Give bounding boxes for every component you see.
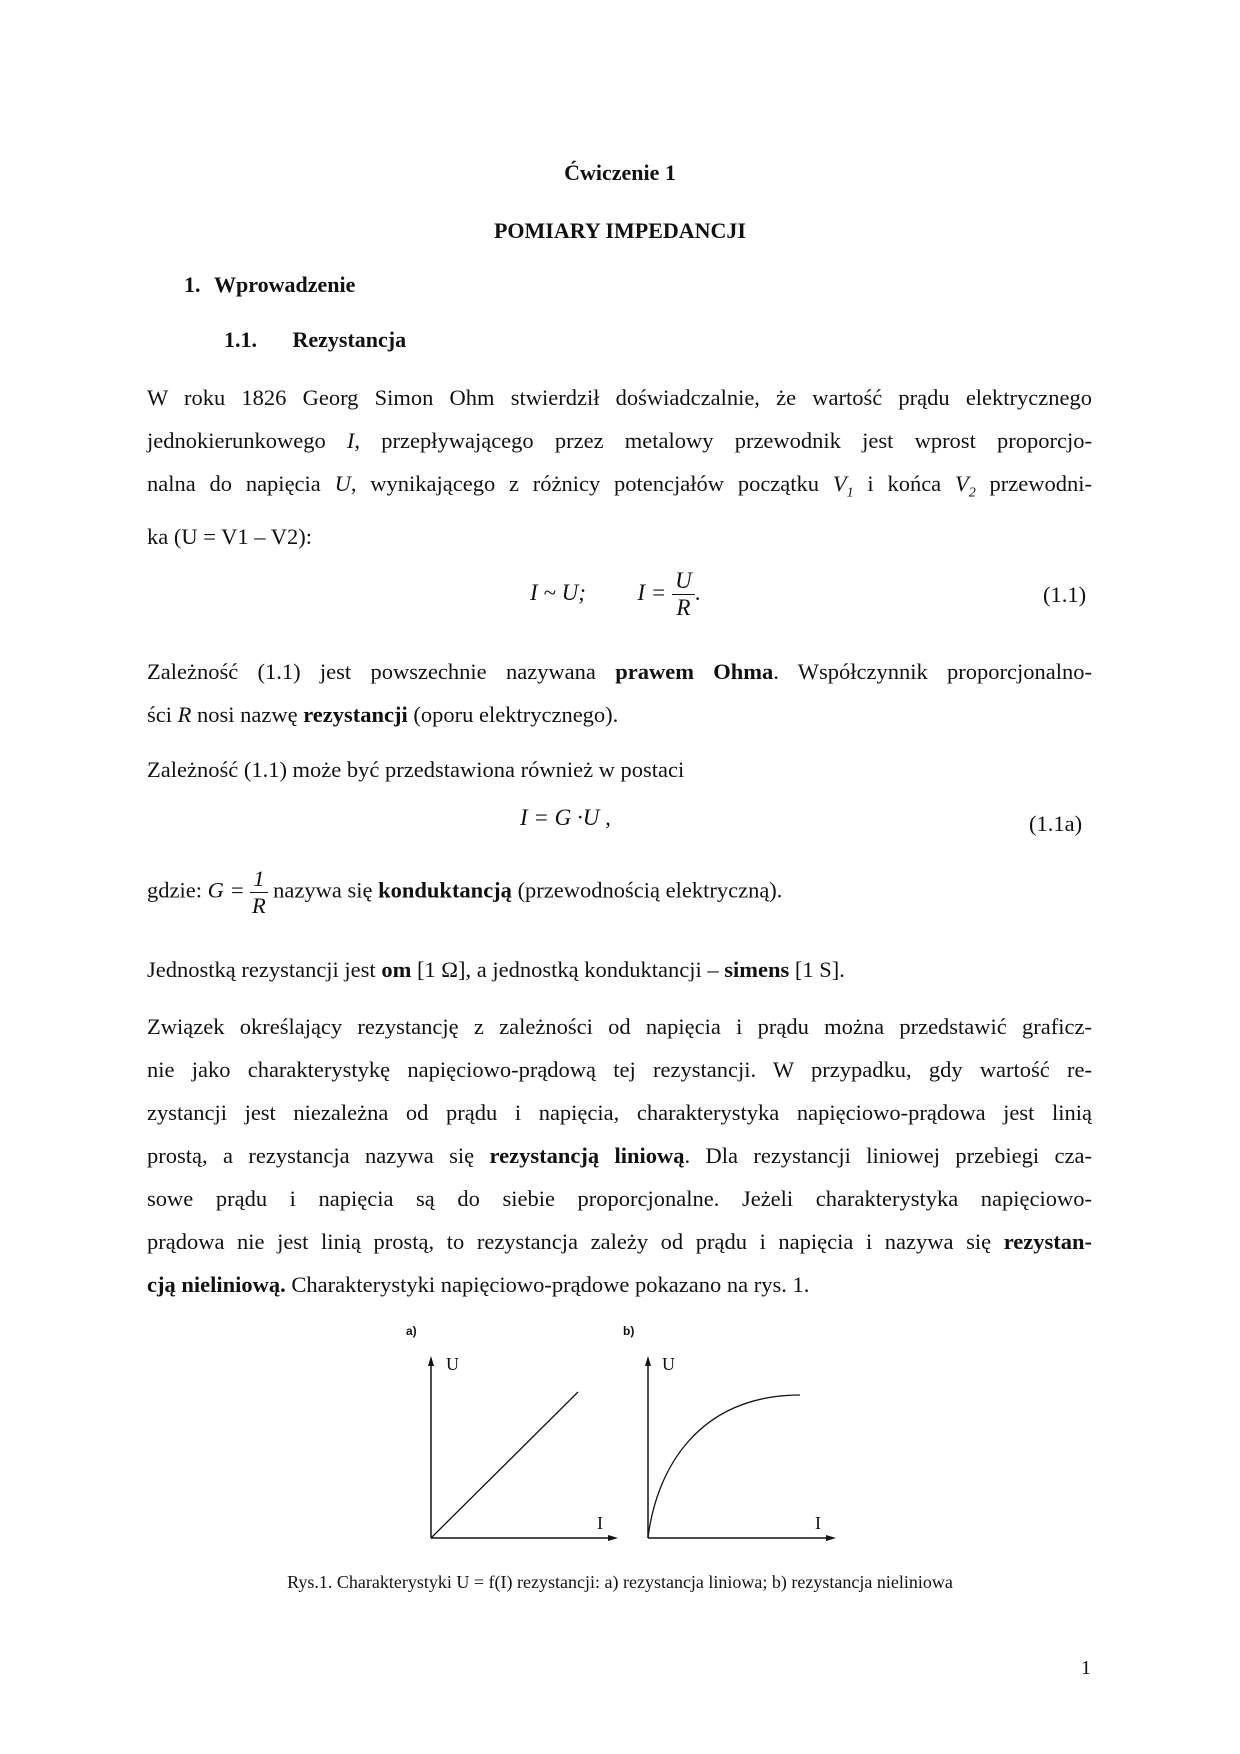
figure-b-plot: [608, 1350, 848, 1550]
section-number: 1.: [184, 272, 201, 297]
figure-b-svg: [608, 1350, 848, 1550]
paragraph-units: Jednostką rezystancji jest om [1 Ω], a jednostką konduktancji – simens [1 S].: [147, 957, 845, 982]
y-axis-arrow: [428, 1356, 434, 1366]
figure-b-label: b): [623, 1324, 635, 1338]
text-line: Zależność (1.1) jest powszechnie nazywana prawem Ohma. Współczynnik proporcjonalno-: [147, 659, 1093, 684]
text-line: jednokierunkowego I, przepływającego przez metalowy przewodnik jest wprost proporcjo-: [147, 428, 1092, 453]
equation-ohm-lhs: I =: [637, 579, 667, 605]
text-line: prostą, a rezystancja nazywa się rezystancją liniową. Dla rezystancji liniowej przebiegi cza-: [147, 1143, 1092, 1168]
paragraph-alt-form: Zależność (1.1) może być przedstawiona również w postaci: [147, 757, 685, 782]
figure-a-plot: [390, 1350, 630, 1550]
paragraph-conductance: gdzie: G = $\frac{1}{R}$ nazywa się konduktancją (przewodnością elektryczną).: [147, 866, 783, 918]
x-axis-arrow: [826, 1535, 836, 1541]
equation-proportional: I ~ U;: [530, 579, 586, 605]
figure-a-x-label: I: [597, 1513, 603, 1533]
topic-title: POMIARY IMPEDANCJI: [493, 218, 746, 243]
text-line: Związek określający rezystancję z zależności od napięcia i prądu można przedstawić graficz-: [147, 1014, 1092, 1039]
paragraph-ohm-law: [147, 650, 1092, 736]
equation-number: (1.1a): [1029, 811, 1083, 836]
section-heading-1-1: [224, 327, 406, 353]
section-heading-1: [184, 272, 355, 298]
text-line: nie jako charakterystykę napięciowo-prądową tej rezystancji. W przypadku, gdy wartość re-: [147, 1057, 1092, 1082]
subsection-number: 1.1.: [224, 327, 257, 352]
text-line: ka (U = V1 – V2):: [147, 523, 312, 549]
figure-b-y-label: U: [662, 1354, 675, 1374]
equation-fraction: $\frac{U}{R}$: [672, 568, 695, 621]
text-line: ści R nosi nazwę rezystancji (oporu elektrycznego).: [147, 702, 619, 727]
exercise-title: Ćwiczenie 1: [564, 160, 676, 185]
figure-a-label: a): [406, 1324, 417, 1338]
text-line: W roku 1826 Georg Simon Ohm stwierdził doświadczalnie, że wartość prądu elektrycznego: [147, 385, 1092, 410]
equation-1-1: I ~ U; I = $\frac{U}{R}$ .: [530, 568, 701, 620]
figure-b-x-label: I: [815, 1513, 821, 1533]
text-line: prądowa nie jest linią prostą, to rezystancja zależy od prądu i napięcia i nazywa się rezystan-: [147, 1229, 1092, 1254]
conductance-fraction: $\frac{1}{R}$: [252, 866, 266, 918]
text-line: sowe prądu i napięcia są do siebie proporcjonalne. Jeżeli charakterystyka napięciowo-: [147, 1186, 1092, 1211]
y-axis-arrow: [645, 1356, 651, 1366]
equation-1-1a: I = G ·U ,: [520, 805, 611, 830]
linear-characteristic: [431, 1392, 578, 1538]
nonlinear-characteristic: [648, 1395, 800, 1538]
subsection-title: Rezystancja: [292, 327, 407, 352]
conductance-lhs: G =: [207, 877, 245, 903]
figure-a-y-label: U: [446, 1354, 459, 1374]
page-number: 1: [1081, 1657, 1091, 1679]
text-line: nalna do napięcia U, wynikającego z różnicy potencjałów początku $V_1$ i końca $V_2$ przewodni-: [147, 471, 1092, 501]
figure-a-svg: [390, 1350, 630, 1550]
text-line: zystancji jest niezależna od prądu i napięcia, charakterystyka napięciowo-prądowa jest linią: [147, 1100, 1092, 1125]
section-title: Wprowadzenie: [214, 272, 356, 297]
paragraph-ohm-intro: [147, 376, 1092, 558]
paragraph-characteristics: [147, 1005, 1092, 1306]
equation-number: (1.1): [1043, 582, 1087, 607]
figure-caption: Rys.1. Charakterystyki U = f(I) rezystancji: a) rezystancja liniowa; b) rezystancja nieliniowa: [287, 1572, 953, 1592]
text-line: cją nieliniową. Charakterystyki napięciowo-prądowe pokazano na rys. 1.: [147, 1272, 810, 1297]
